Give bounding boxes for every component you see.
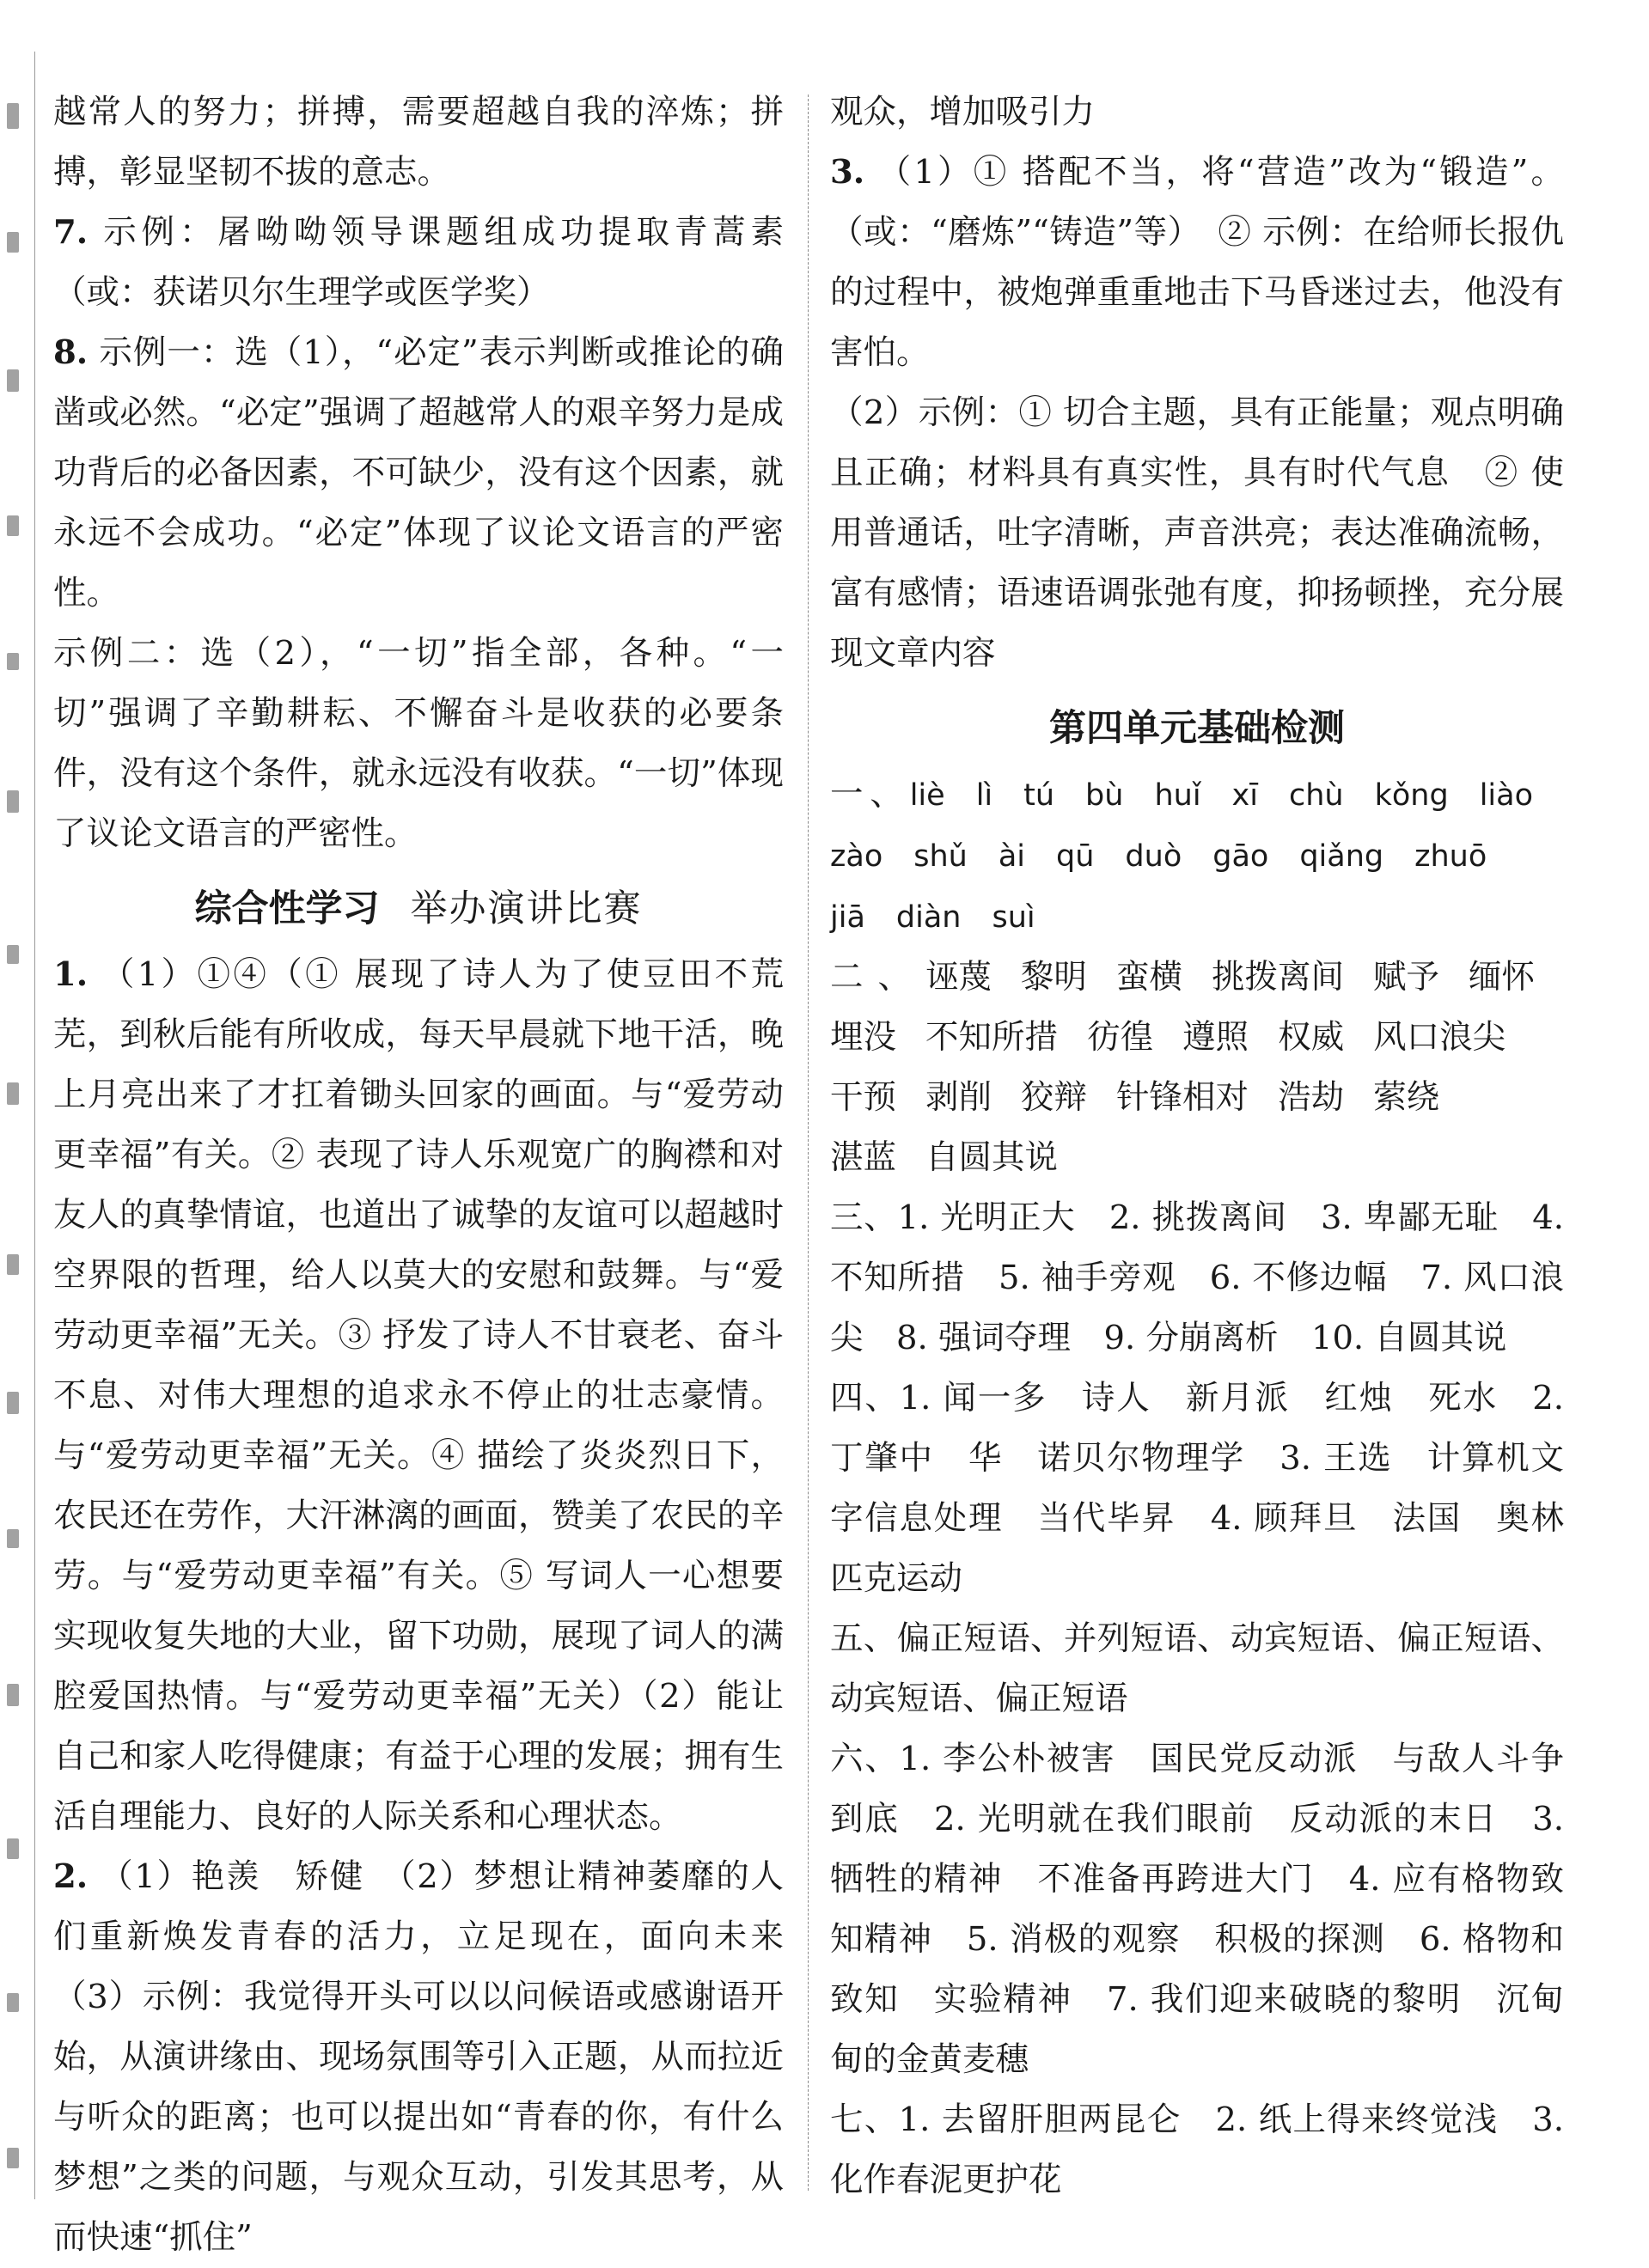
answer-text: 示例：屠呦呦领导课题组成功提取青蒿素（或：获诺贝尔生理学或医学奖） (53, 213, 784, 312)
continued-line: 观众，增加吸引力 (830, 93, 1096, 131)
word-item: 埋没 (830, 1018, 897, 1057)
section-4 (830, 1369, 1564, 1609)
section-title (53, 878, 784, 940)
word-item: 针锋相对 (1116, 1078, 1249, 1117)
section-label: 六、 (830, 1740, 900, 1778)
section-7 (830, 2090, 1564, 2210)
section-title-sub: 举办演讲比赛 (410, 887, 643, 930)
word-item: 诬蔑 (925, 958, 992, 997)
word-item: 浩劫 (1278, 1078, 1345, 1117)
answer-text: （1）① 搭配不当，将“营造”改为“锻造”。（或：“磨炼”“铸造”等） ② 示例：在给师长报仇的过程中，被炮弹重重地击下马昏迷过去，他没有害怕。 (830, 153, 1564, 372)
pinyin-item: chù (1288, 778, 1344, 813)
section-text: 1. 李公朴被害 国民党反动派 与敌人斗争到底 2. 光明就在我们眼前 反动派的末日 3. 牺牲的精神 不准备再跨进大门 4. 应有格物致知精神 5. 消极的观察 积极的探测 6. 格物和致知 实验精神 7. 我们迎来破晓的黎明 沉甸甸的金黄麦穗 (830, 1740, 1564, 2079)
answer-7 (53, 203, 784, 323)
section-label: 三、 (830, 1198, 898, 1237)
section-2-words (830, 948, 1564, 1188)
pinyin-item: liè (909, 778, 945, 813)
pinyin-item: lì (975, 778, 993, 813)
word-item: 挑拨离间 (1211, 958, 1344, 997)
pinyin-item: kǒng (1374, 778, 1449, 813)
answer-r3 (830, 143, 1564, 383)
section-3 (830, 1188, 1564, 1369)
continued-paragraph: 越常人的努力；拼搏，需要超越自我的淬炼；拼搏，彰显坚韧不拔的意志。 (53, 93, 784, 192)
word-item: 自圆其说 (925, 1138, 1059, 1177)
section-title-main: 综合性学习 (194, 887, 380, 930)
answer-number: 8. (53, 333, 89, 372)
answer-text: （1）艳羡 矫健 （2）梦想让精神萎靡的人们重新焕发青春的活力，立足现在，面向未来 （3）示例：我觉得开头可以以问候语或感谢语开始，从演讲缘由、现场氛围等引入正题，从而拉近与听众的距离；也可以提出如“青春的你，有什么梦想”之类的问题，与观众互动，引发其思考，从而快速“抓住” (53, 1857, 817, 2257)
word-item: 剥削 (925, 1078, 992, 1117)
word-item: 权威 (1278, 1018, 1345, 1057)
pinyin-item: bù (1085, 778, 1124, 813)
section-label: 二、 (830, 958, 925, 997)
word-item: 彷徨 (1087, 1018, 1154, 1057)
section-label: 五、 (830, 1619, 897, 1658)
word-item: 风口浪尖 (1373, 1018, 1506, 1057)
pinyin-item: xī (1231, 778, 1258, 813)
column-divider (808, 94, 809, 2191)
pinyin-item: duò (1125, 839, 1182, 874)
answer-number: 1. (53, 955, 89, 994)
answer-s2 (53, 1847, 817, 2268)
answer-r3-part-2: （2）示例：① 切合主题，具有正能量；观点明确且正确；材料具有真实性，具有时代气息 ② 使用普通话，吐字清晰，声音洪亮；表达准确流畅，富有感情；语速语调张弛有度，抑扬顿挫，充分展现文章内容 (830, 393, 1564, 673)
answer-8-example-2: 示例二：选（2），“一切”指全部，各种。“一切”强调了辛勤耕耘、不懈奋斗是收获的必要条件，没有这个条件，就永远没有收获。“一切”体现了议论文语言的严密性。 (53, 634, 784, 853)
left-column (53, 82, 817, 2268)
section-label: 一、 (830, 775, 910, 814)
section-label: 七、 (830, 2100, 899, 2139)
word-item: 萦绕 (1373, 1078, 1440, 1117)
word-item: 蛮横 (1115, 958, 1182, 997)
pinyin-item: zhuō (1414, 839, 1487, 874)
pinyin-item: gāo (1212, 839, 1269, 874)
section-1-pinyin (830, 765, 1564, 948)
answer-text: （1）①④（① 展现了诗人为了使豆田不荒芜，到秋后能有所收成，每天早晨就下地干活，晚上月亮出来了才扛着锄头回家的画面。与“爱劳动更幸福”有关。② 表现了诗人乐观宽广的胸襟和对友人的真挚情谊，也道出了诚挚的友谊可以超越时空界限的哲理，给人以莫大的安慰和鼓舞。与“爱劳动更幸福”无关。③ 抒发了诗人不甘衰老、奋斗不息、对伟大理想的追求永不停止的壮志豪情。与“爱劳动更幸福”无关。④ 描绘了炎炎烈日下，农民还在劳作，大汗淋漓的画面，赞美了农民的辛劳。与“爱劳动更幸福”有关。⑤ 写词人一心想要实现收复失地的大业，留下功勋，展现了词人的满腔爱国热情。与“爱劳动更幸福”无关）（2）能让自己和家人吃得健康；有益于心理的发展；拥有生活自理能力、良好的人际关系和心理状态。 (53, 955, 784, 1836)
word-item: 狡辩 (1021, 1078, 1088, 1117)
pinyin-item: tú (1023, 778, 1055, 813)
answer-number: 7. (53, 213, 89, 252)
answer-number: 2. (53, 1857, 89, 1896)
word-item: 不知所措 (925, 1018, 1059, 1057)
pinyin-item: diàn (895, 900, 962, 935)
word-item: 湛蓝 (830, 1138, 897, 1177)
unit-title: 第四单元基础检测 (1049, 707, 1345, 750)
binding-gutter (0, 52, 35, 2199)
pinyin-item: liào (1479, 778, 1533, 813)
section-text: 1. 光明正大 2. 挑拨离间 3. 卑鄙无耻 4. 不知所措 5. 袖手旁观 6. 不修边幅 7. 风口浪尖 8. 强词夺理 9. 分崩离析 10. 自圆其说 (830, 1198, 1564, 1357)
pinyin-item: jiā (830, 900, 865, 935)
pinyin-list (830, 778, 1564, 935)
section-6 (830, 1729, 1564, 2090)
word-item: 赋予 (1372, 958, 1439, 997)
pinyin-item: qiǎng (1299, 839, 1384, 874)
word-item: 干预 (830, 1078, 897, 1117)
word-item: 缅怀 (1468, 958, 1535, 997)
right-column (830, 82, 1564, 2210)
answer-8 (53, 323, 784, 624)
word-item: 遵照 (1182, 1018, 1249, 1057)
pinyin-item: zào (830, 839, 883, 874)
section-label: 四、 (830, 1379, 900, 1418)
answer-text: 示例一：选（1），“必定”表示判断或推论的确凿或必然。“必定”强调了超越常人的艰辛努力是成功背后的必备因素，不可缺少，没有这个因素，就永远不会成功。“必定”体现了议论文语言的严密性。 (53, 333, 784, 613)
pinyin-item: suì (992, 900, 1035, 935)
word-item: 黎明 (1020, 958, 1087, 997)
pinyin-item: shǔ (913, 839, 968, 874)
answer-number: 3. (830, 153, 865, 192)
pinyin-item: qū (1056, 839, 1095, 874)
answer-s1 (53, 945, 784, 1847)
section-text: 偏正短语、并列短语、动宾短语、偏正短语、动宾短语、偏正短语 (830, 1619, 1564, 1718)
pinyin-item: ài (998, 839, 1026, 874)
section-text: 1. 闻一多 诗人 新月派 红烛 死水 2. 丁肇中 华 诺贝尔物理学 3. 王选 计算机文字信息处理 当代毕昇 4. 顾拜旦 法国 奥林匹克运动 (830, 1379, 1564, 1598)
section-5 (830, 1609, 1564, 1729)
pinyin-item: huǐ (1154, 778, 1201, 813)
word-list (830, 958, 1564, 1177)
section-text: 1. 去留肝胆两昆仑 2. 纸上得来终觉浅 3. 化作春泥更护花 (830, 2100, 1564, 2199)
